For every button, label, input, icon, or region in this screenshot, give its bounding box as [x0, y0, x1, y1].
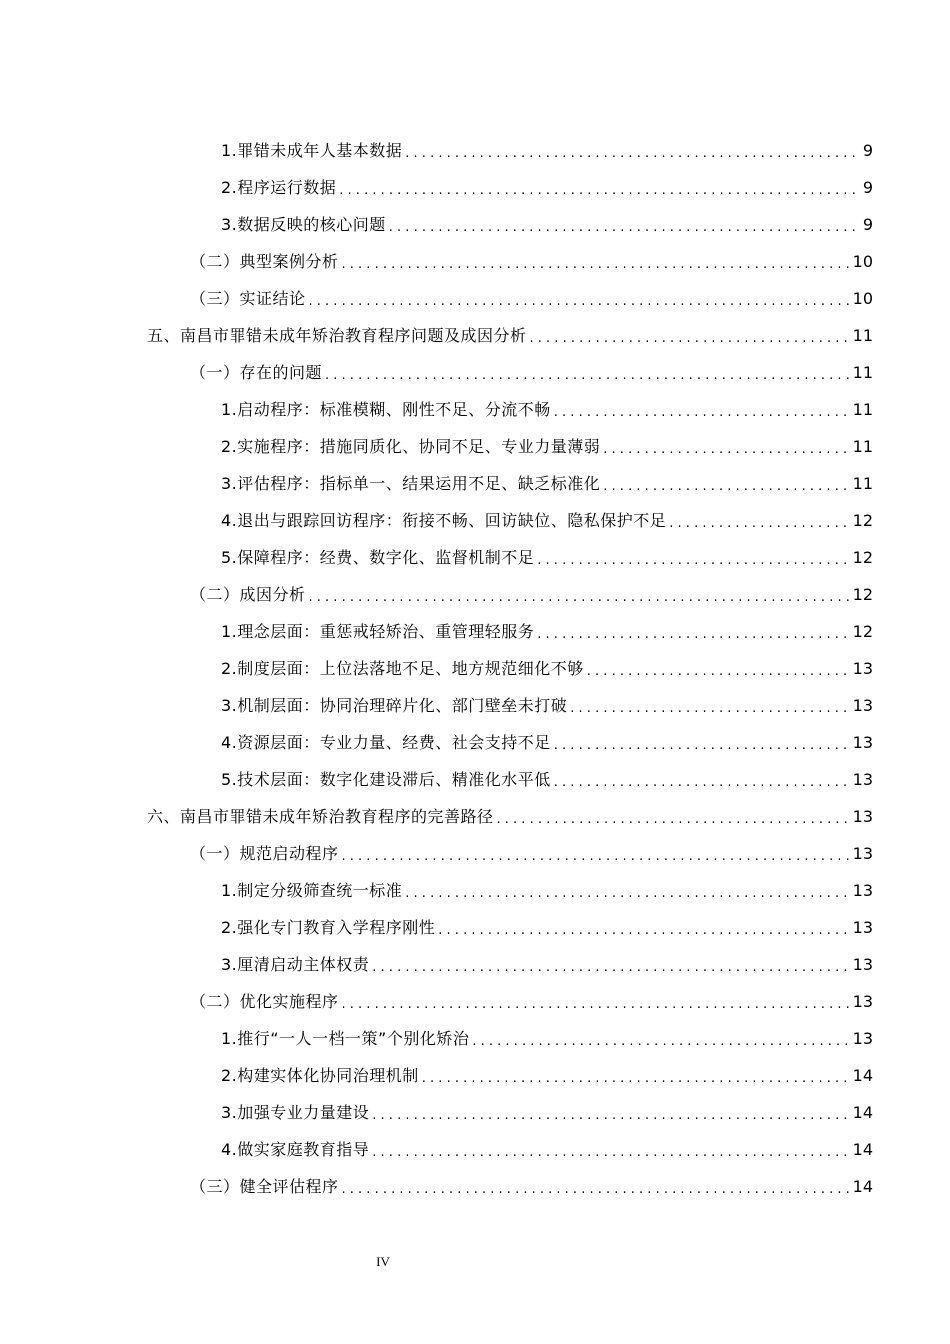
- toc-dot-leader: [603, 477, 850, 497]
- toc-entry-title: （二）典型案例分析: [190, 251, 339, 271]
- toc-entry-title: （三）实证结论: [190, 288, 306, 308]
- toc-dot-leader: [339, 181, 861, 201]
- toc-entry-title: 1.推行“一人一档一策”个别化矫治: [221, 1028, 470, 1048]
- toc-entry[interactable]: [0, 724, 950, 761]
- toc-entry-title: 4.做实家庭教育指导: [221, 1139, 370, 1159]
- toc-dot-leader: [372, 1106, 850, 1126]
- toc-dot-leader: [497, 810, 851, 830]
- toc-entry[interactable]: [0, 280, 950, 317]
- toc-entry-page: 9: [862, 214, 873, 234]
- toc-entry[interactable]: [0, 798, 950, 835]
- toc-entry[interactable]: [0, 502, 950, 539]
- toc-dot-leader: [530, 329, 851, 349]
- toc-entry[interactable]: [0, 1094, 950, 1131]
- toc-entry[interactable]: [0, 391, 950, 428]
- toc-entry-page: 14: [852, 1176, 873, 1196]
- toc-entry-page: 14: [852, 1139, 873, 1159]
- toc-entry[interactable]: [0, 613, 950, 650]
- toc-entry-page: 9: [862, 140, 873, 160]
- toc-dot-leader: [309, 292, 851, 312]
- toc-entry-title: 3.机制层面：协同治理碎片化、部门壁垒未打破: [221, 695, 568, 715]
- toc-dot-leader: [372, 1143, 850, 1163]
- toc-entry[interactable]: [0, 946, 950, 983]
- toc-entry[interactable]: [0, 1057, 950, 1094]
- toc-dot-leader: [554, 773, 851, 793]
- toc-entry[interactable]: [0, 872, 950, 909]
- toc-entry-title: 六、南昌市罪错未成年矫治教育程序的完善路径: [147, 806, 494, 826]
- toc-entry[interactable]: [0, 687, 950, 724]
- toc-dot-leader: [342, 255, 851, 275]
- toc-entry-title: 2.构建实体化协同治理机制: [221, 1065, 419, 1085]
- toc-entry[interactable]: [0, 539, 950, 576]
- toc-entry-page: 11: [852, 362, 873, 382]
- toc-entry-page: 13: [852, 1028, 873, 1048]
- toc-entry-title: 4.资源层面：专业力量、经费、社会支持不足: [221, 732, 551, 752]
- toc-entry-page: 11: [852, 325, 873, 345]
- toc-entry-page: 14: [852, 1102, 873, 1122]
- toc-entry-page: 13: [852, 917, 873, 937]
- toc-entry[interactable]: [0, 909, 950, 946]
- toc-entry[interactable]: [0, 317, 950, 354]
- toc-entry-title: 2.实施程序：措施同质化、协同不足、专业力量薄弱: [221, 436, 601, 456]
- toc-dot-leader: [342, 847, 851, 867]
- toc-entry-title: （二）优化实施程序: [190, 991, 339, 1011]
- toc-dot-leader: [438, 921, 850, 941]
- toc-entry-page: 12: [852, 621, 873, 641]
- toc-dot-leader: [554, 403, 851, 423]
- toc-entry-page: 13: [852, 806, 873, 826]
- toc-entry-title: 3.加强专业力量建设: [221, 1102, 370, 1122]
- toc-entry[interactable]: [0, 650, 950, 687]
- toc-entry[interactable]: [0, 1131, 950, 1168]
- toc-entry-page: 13: [852, 954, 873, 974]
- toc-entry[interactable]: [0, 465, 950, 502]
- toc-dot-leader: [342, 1180, 851, 1200]
- toc-dot-leader: [669, 514, 850, 534]
- toc-dot-leader: [570, 699, 850, 719]
- toc-entry-title: （二）成因分析: [190, 584, 306, 604]
- toc-entry-title: （一）存在的问题: [190, 362, 323, 382]
- toc-dot-leader: [422, 1069, 851, 1089]
- toc-dot-leader: [603, 440, 850, 460]
- toc-entry[interactable]: [0, 428, 950, 465]
- toc-dot-leader: [389, 218, 861, 238]
- toc-entry[interactable]: [0, 243, 950, 280]
- toc-entry[interactable]: [0, 132, 950, 169]
- toc-entry[interactable]: [0, 1168, 950, 1205]
- toc-entry-title: 2.强化专门教育入学程序刚性: [221, 917, 436, 937]
- toc-entry-title: 1.启动程序：标准模糊、刚性不足、分流不畅: [221, 399, 551, 419]
- toc-entry-title: （三）健全评估程序: [190, 1176, 339, 1196]
- page-number: IV: [376, 1254, 390, 1269]
- toc-entry-title: 3.评估程序：指标单一、结果运用不足、缺乏标准化: [221, 473, 601, 493]
- toc-dot-leader: [309, 588, 851, 608]
- toc-entry-title: 2.制度层面：上位法落地不足、地方规范细化不够: [221, 658, 584, 678]
- toc-entry-title: 1.理念层面：重惩戒轻矫治、重管理轻服务: [221, 621, 535, 641]
- toc-entry-page: 11: [852, 436, 873, 456]
- toc-dot-leader: [554, 736, 851, 756]
- toc-entry-page: 12: [852, 547, 873, 567]
- toc-dot-leader: [587, 662, 851, 682]
- toc-entry-title: 4.退出与跟踪回访程序：衔接不畅、回访缺位、隐私保护不足: [221, 510, 667, 530]
- toc-entry-title: 1.罪错未成年人基本数据: [221, 140, 403, 160]
- toc-entry-title: 1.制定分级筛查统一标准: [221, 880, 403, 900]
- toc-entry-page: 13: [852, 769, 873, 789]
- toc-entry-page: 13: [852, 695, 873, 715]
- toc-entry-page: 13: [852, 991, 873, 1011]
- toc-entry-page: 13: [852, 880, 873, 900]
- toc-entry-page: 12: [852, 584, 873, 604]
- toc-dot-leader: [405, 884, 850, 904]
- toc-entry[interactable]: [0, 169, 950, 206]
- toc-entry[interactable]: [0, 761, 950, 798]
- toc-entry-title: 五、南昌市罪错未成年矫治教育程序问题及成因分析: [147, 325, 527, 345]
- toc-dot-leader: [325, 366, 851, 386]
- toc-entry-title: 3.厘清启动主体权责: [221, 954, 370, 974]
- toc-entry[interactable]: [0, 354, 950, 391]
- toc-entry-page: 13: [852, 843, 873, 863]
- toc-entry[interactable]: [0, 835, 950, 872]
- toc-dot-leader: [372, 958, 850, 978]
- toc-entry-page: 10: [852, 288, 873, 308]
- toc-entry-page: 10: [852, 251, 873, 271]
- toc-entry[interactable]: [0, 983, 950, 1020]
- toc-entry[interactable]: [0, 206, 950, 243]
- toc-entry[interactable]: [0, 1020, 950, 1057]
- toc-entry[interactable]: [0, 576, 950, 613]
- toc-entry-page: 9: [862, 177, 873, 197]
- toc-dot-leader: [472, 1032, 850, 1052]
- toc-entry-page: 13: [852, 658, 873, 678]
- toc-entry-title: 5.保障程序：经费、数字化、监督机制不足: [221, 547, 535, 567]
- toc-entry-title: 2.程序运行数据: [221, 177, 337, 197]
- toc-entry-page: 11: [852, 399, 873, 419]
- toc-dot-leader: [405, 144, 861, 164]
- toc-entry-title: 5.技术层面：数字化建设滞后、精准化水平低: [221, 769, 551, 789]
- toc-entry-title: 3.数据反映的核心问题: [221, 214, 386, 234]
- toc-entry-page: 14: [852, 1065, 873, 1085]
- toc-dot-leader: [342, 995, 851, 1015]
- toc-entry-title: （一）规范启动程序: [190, 843, 339, 863]
- toc-entry-page: 11: [852, 473, 873, 493]
- toc-dot-leader: [537, 625, 850, 645]
- toc-entry-page: 13: [852, 732, 873, 752]
- toc-entry-page: 12: [852, 510, 873, 530]
- toc-dot-leader: [537, 551, 850, 571]
- table-of-contents: [0, 132, 950, 1205]
